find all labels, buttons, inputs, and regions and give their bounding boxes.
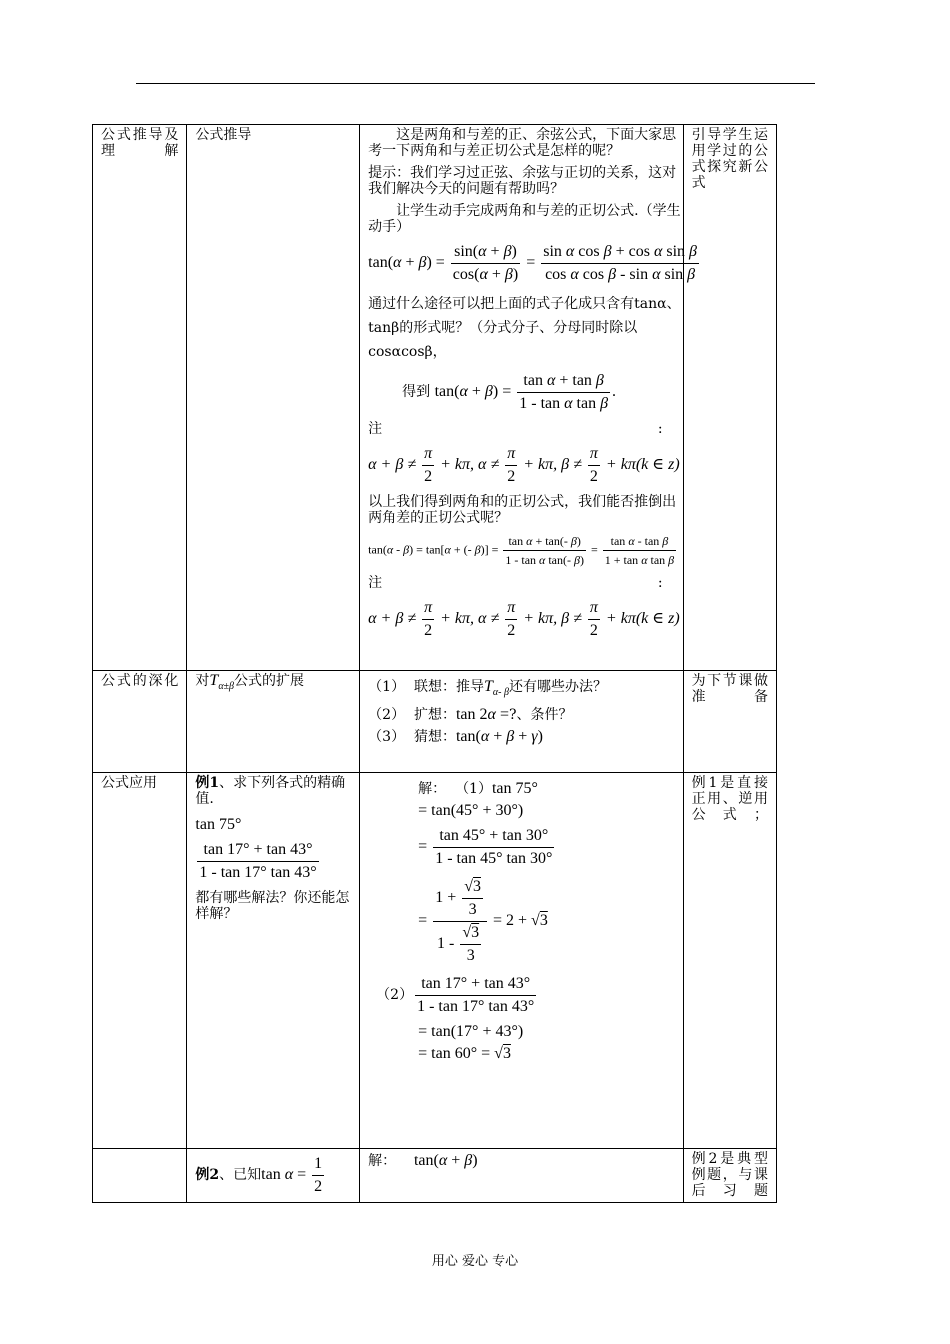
table-row [93,773,777,1149]
stage-cell: 公式应用 [93,773,187,1149]
activity-cell [360,125,697,671]
solution-step: = $\frac{\tan 45^\circ + \tan 30^\circ}{1 - \tan 45^\circ \tan 30^\circ}$ [418,827,553,867]
note-line: 注 : [368,575,663,591]
purpose-cell: 例1是直接正用、逆用公式； [683,773,776,1149]
example-heading: 例1、求下列各式的精确值. [195,775,346,807]
example-heading: 例2、已知tan α = $\frac{1}{2}$ [195,1155,323,1195]
table-row [93,1149,777,1203]
content-cell: 公式推导 [187,125,360,671]
formula-tan-diff: tan(α - β) = tan[α + (- β)] = $\frac{\text{tan α + tan(- β)}}{\text{1 - tan α tan(- β)}}$ = $\frac{\text{tan α - tan β}}{\text{1 + tan α tan β}}$ [368,534,675,567]
paragraph: 这是两角和与差的正、余弦公式，下面大家思考一下两角和与差正切公式是怎样的呢？ [368,127,677,159]
stage-cell [93,1149,187,1203]
table-row [93,125,777,671]
paragraph: 让学生动手完成两角和与差的正切公式.（学生动手） [368,203,681,235]
table-row [93,671,777,773]
content-cell [187,1149,360,1203]
purpose-cell: 引导学生运用学过的公式探究新公式 [683,125,776,671]
purpose-cell: 例2是典型例题，与课后习题 [683,1149,776,1203]
paragraph: 提示：我们学习过正弦、余弦与正切的关系，这对我们解决今天的问题有帮助吗？ [368,165,677,197]
stage-cell: 公式推导及理解 [93,125,187,671]
solution-cell [360,1149,683,1203]
content-cell: 对$T_{\alpha\pm\beta}$公式的扩展 [187,671,360,773]
expression-fraction: $\frac{\tan 17^\circ + \tan 43^\circ}{1 - \tan 17^\circ \tan 43^\circ}$ [199,841,317,881]
solution-line: 解： tan(α + β) [368,1152,478,1169]
purpose-cell: 为下节课做准备 [683,671,776,773]
paragraph: 以上我们得到两角和的正切公式，我们能否推倒出两角差的正切公式呢？ [368,494,677,526]
solution-step: = tan(17° + 43°) [418,1023,524,1040]
content-cell: 例1、求下列各式的精确值. tan 75° $\frac{\tan 17^\circ + \tan 43^\circ}{1 - \tan 17^\circ \tan 43^\circ}$ 都有哪些解法？你还能怎样解？ [187,773,360,1149]
list-item: （2） 扩想：tan 2α =?、条件？ [368,706,573,724]
solution-step: = 1 + $\frac{√3}{3}$ 1 - $\frac{√3}{3}$ = 2 + √3 [418,878,548,964]
solution-line: （2） $\frac{\tan 17^\circ + \tan 43^\circ}{1 - \tan 17^\circ \tan 43^\circ}$ [376,975,535,1015]
formula-tan-sum-derivation: tan(α + β) = $\frac{\sin(\alpha + \beta)}{\cos(\alpha + \beta)}$ = $\frac{\text{sin α cos β + cos α sin β}}{\text{cos α cos β - sin α sin β}}$ [368,243,697,283]
solution-line: 解： （1）tan 75° [418,780,538,797]
list-item: （3） 猜想：tan(α + β + γ) [368,728,543,746]
page-footer: 用心 爱心 专心 [431,1254,519,1269]
formula-tan-sum: 得到 tan(α + β) = $\frac{\text{tan α + tan β}}{\text{1 - tan α tan β}}$ . [402,372,617,412]
list-item: （1） 联想：推导$T_{\alpha- \beta}$还有哪些办法？ [368,678,607,699]
activity-cell [360,671,683,773]
stage-cell: 公式的深化 [93,671,187,773]
header-rule [136,83,815,84]
note-line: 注 : [368,421,663,437]
expression-tan75: tan 75° [195,816,242,833]
condition-formula: α + β ≠ $\frac{\pi}{2}$ + kπ, α ≠ $\frac{\pi}{2}$ + kπ, β ≠ $\frac{\pi}{2}$ + kπ(k ∈ z) [368,445,680,485]
paragraph: 通过什么途径可以把上面的式子化成只含有tanα、tanβ的形式呢？（分式分子、分母同时除以cosαcosβ， [368,296,681,360]
condition-formula: α + β ≠ $\frac{\pi}{2}$ + kπ, α ≠ $\frac{\pi}{2}$ + kπ, β ≠ $\frac{\pi}{2}$ + kπ(k ∈ z) [368,599,680,639]
solution-step: = tan(45° + 30°) [418,802,524,819]
solution-cell [360,773,683,1149]
lesson-table [92,124,777,1203]
solution-step: = tan 60° = √3 [418,1045,511,1062]
